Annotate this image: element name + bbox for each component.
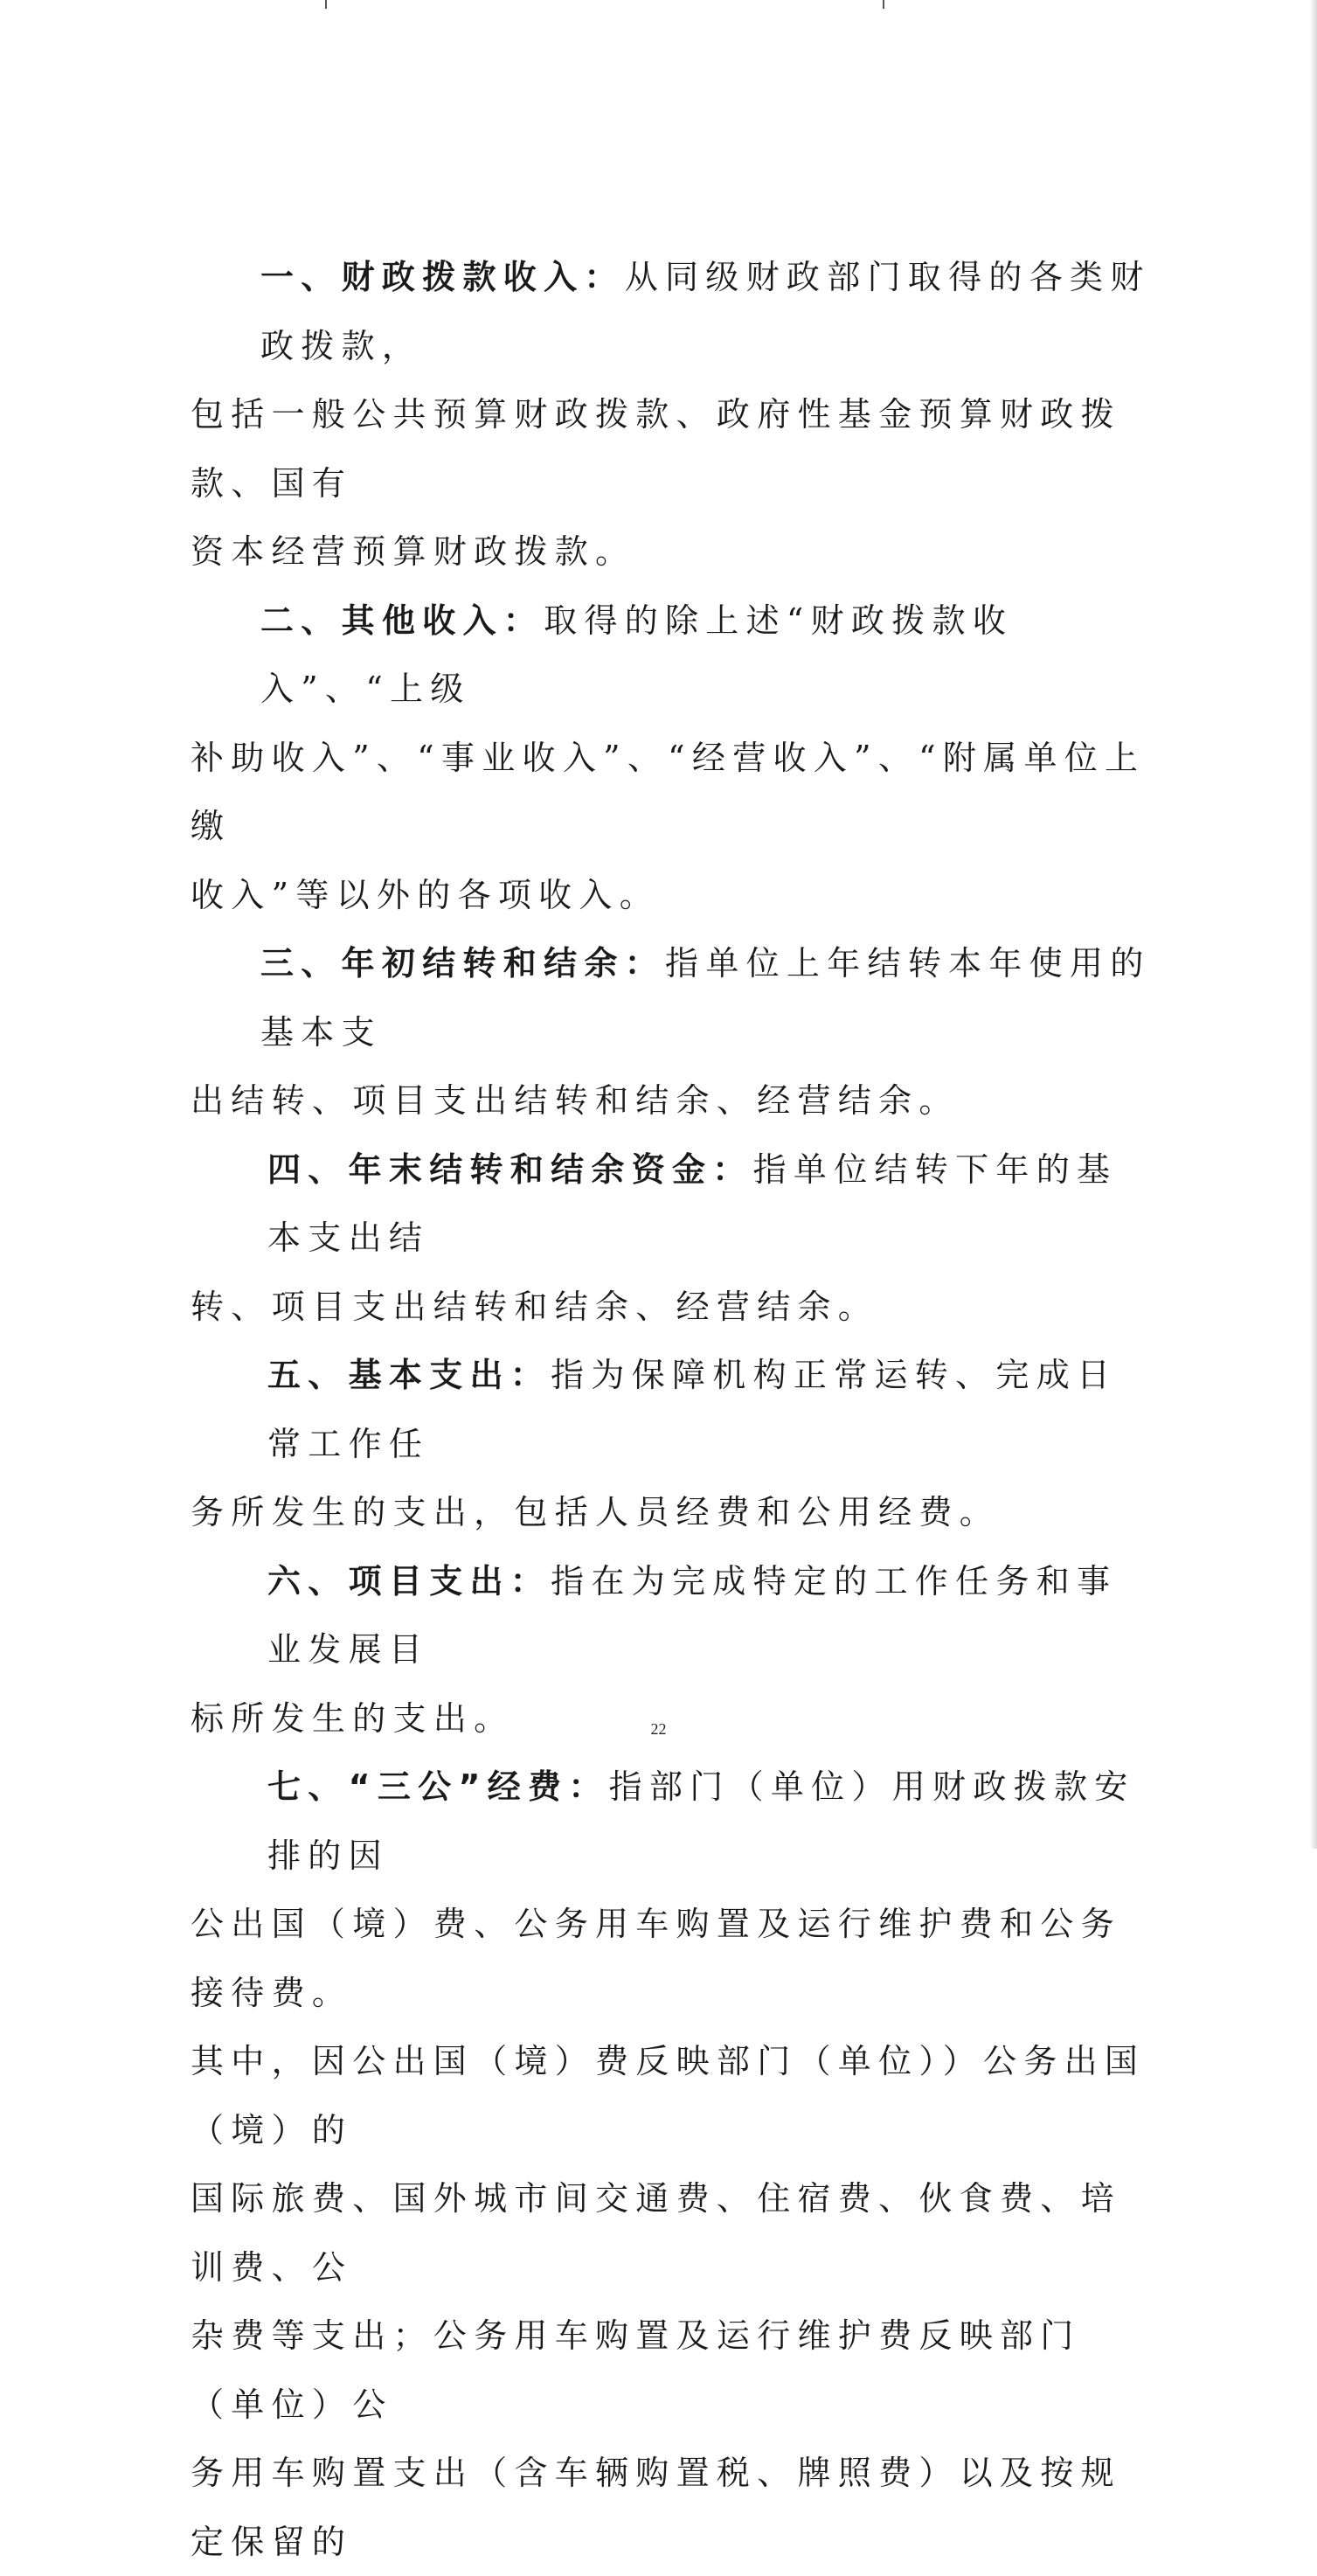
paragraph-first-line	[191, 1547, 1152, 1684]
scan-mark	[325, 0, 327, 9]
paragraph-line: 资本经营预算财政拨款。	[191, 532, 636, 571]
paragraph-line: 转、项目支出结转和结余、经营结余。	[191, 1287, 879, 1326]
paragraph-line: 务用车购置支出（含车辆购置税、牌照费）以及按规定保留的	[191, 2454, 1121, 2561]
paragraph-line: 杂费等支出；公务用车购置及运行维护费反映部门（单位）公	[191, 2316, 1081, 2424]
paragraph-first-line	[191, 929, 1152, 1066]
page-number: 22	[650, 1720, 667, 1738]
paragraph-ending-balance	[191, 1135, 1152, 1342]
paragraph-first-line	[191, 243, 1152, 380]
paragraph-first-line	[191, 1135, 1152, 1273]
paragraph-line: 从同级财政部门取得的各类财政拨款，	[260, 258, 1151, 365]
paragraph-line: 指单位结转下年的基本支出结	[267, 1149, 1118, 1257]
term-heading: 一、财政拨款收入：	[260, 258, 625, 296]
paragraph-line: 收入”等以外的各项收入。	[191, 875, 661, 914]
paragraph-line: 国际旅费、国外城市间交通费、住宿费、伙食费、培训费、公	[191, 2179, 1121, 2287]
term-heading: 二、其他收入：	[260, 601, 544, 640]
paragraph-line: 补助收入”、“事业收入”、“经营收入”、“附属单位上缴	[191, 738, 1146, 845]
paragraph-line: 出结转、项目支出结转和结余、经营结余。	[191, 1081, 960, 1120]
scan-mark	[883, 0, 884, 9]
document-body	[191, 243, 1152, 2576]
paragraph-first-line	[191, 1753, 1152, 1890]
paragraph-other-income	[191, 587, 1152, 930]
paragraph-beginning-balance	[191, 929, 1152, 1135]
scan-edge	[1310, 0, 1317, 1849]
paragraph-three-public-expenses	[191, 1753, 1152, 2576]
paragraph-first-line	[191, 1341, 1152, 1478]
paragraph-first-line	[191, 587, 1152, 724]
paragraph-line: 指部门（单位）用财政拨款安排的因	[267, 1767, 1135, 1875]
paragraph-line: 务所发生的支出，包括人员经费和公用经费。	[191, 1493, 1001, 1531]
term-heading: 五、基本支出：	[267, 1356, 551, 1394]
term-heading: 四、年末结转和结余资金：	[267, 1149, 753, 1189]
term-heading: 三、年初结转和结余：	[260, 944, 666, 982]
paragraph-basic-expenditure	[191, 1341, 1152, 1547]
paragraph-line: 指在为完成特定的工作任务和事业发展目	[267, 1561, 1118, 1669]
term-heading: 七、“三公”经费：	[267, 1767, 609, 1806]
paragraph-line: 标所发生的支出。	[191, 1698, 515, 1738]
paragraph-line: 其中，因公出国（境）费反映部门（单位））公务出国（境）的	[191, 2042, 1146, 2149]
term-heading: 六、项目支出：	[267, 1561, 551, 1600]
paragraph-line: 取得的除上述“财政拨款收入”、“上级	[260, 601, 1014, 708]
paragraph-fiscal-appropriation	[191, 243, 1152, 587]
paragraph-line: 公出国（境）费、公务用车购置及运行维护费和公务接待费。	[191, 1905, 1121, 2012]
paragraph-line: 指为保障机构正常运转、完成日常工作任	[267, 1356, 1118, 1463]
paragraph-line: 指单位上年结转本年使用的基本支	[260, 944, 1151, 1052]
paragraph-line: 包括一般公共预算财政拨款、政府性基金预算财政拨款、国有	[191, 395, 1121, 503]
